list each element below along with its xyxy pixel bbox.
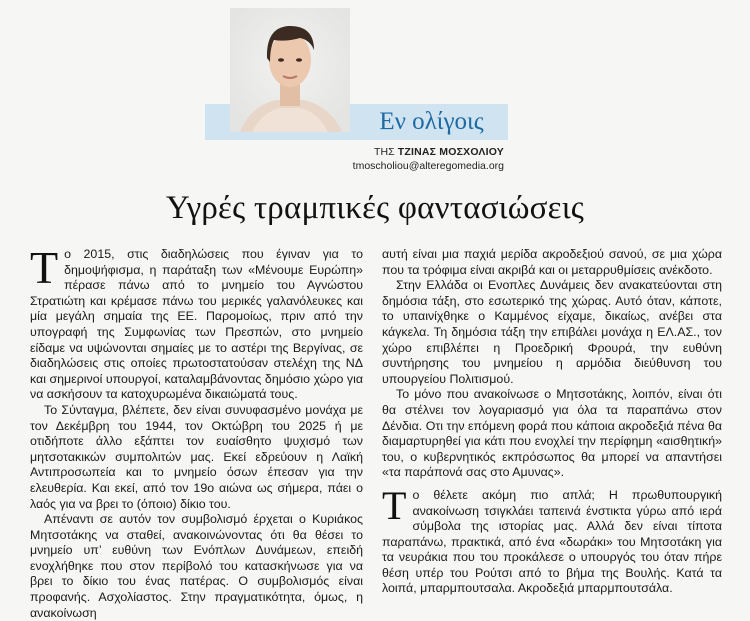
paragraph: Το Σύνταγμα, βλέπετε, δεν είναι συνυφασμένο μονάχα με τον Δεκέμβρη του 1944, τον Οκτώβρη του 2025 ή με οτιδήποτε άλλο εξάπτει τον ευαίσθητο ψυχισμό των μητσοτακικών συμπολιτών μας. Εκεί εδρεύουν η Λαϊκή Αντιπροσωπεία και το μνημείο όσων έπεσαν για την ελευθερία. Και εκεί, από τον 19ο αιώνα ως σήμερα, πάει ο λαός για να βρει το (όποιο) δίκιο του. — [30, 402, 363, 511]
article-column-left — [30, 242, 363, 621]
paragraph: Το μόνο που ανακοίνωσε ο Μητσοτάκης, λοιπόν, είναι ότι θα στέλνει τον λογαριασμό για όλα τα παραπάνω στον Δένδια. Οτι την επόμενη φορά που κάποια ακροδεξιά πένα θα διαμαρτυρηθεί για κάτι που ενοχλεί την περίφημη «αισθητική» του, ο κυβερνητικός εκπρόσωπος θα μπορεί να απαντήσει «τα παράπονά σας στο Αμυνας». — [382, 387, 722, 480]
paragraph — [382, 482, 722, 597]
column-title: Εν ολίγοις — [379, 108, 484, 135]
author-email: tmoscholiou@alteregomedia.org — [352, 160, 504, 172]
author-name: ΤΖΙΝΑΣ ΜΟΣΧΟΛΙΟΥ — [397, 146, 504, 158]
drop-cap: Τ — [30, 242, 59, 293]
author-photo — [230, 8, 350, 132]
article-column-right — [382, 247, 722, 597]
byline-prefix: ΤΗΣ — [373, 146, 395, 158]
paragraph: αυτή είναι μια παχιά μερίδα ακροδεξιού σανού, σε μια χώρα που τα τρόφιμα είναι ακριβά και οι μεταρρυθμίσεις ανέκδοτο. — [382, 247, 722, 277]
author-byline — [374, 146, 504, 158]
paragraph — [30, 242, 363, 403]
paragraph: Στην Ελλάδα οι Ενοπλες Δυνάμεις δεν ανακατεύονται στη δημόσια τάξη, στο εσωτερικό της χώρας. Αυτό όταν, κάποτε, το υπαινίχθηκε ο Καμμένος είχαμε, δικαίως, ανέβει στα κάγκελα. Τη δημόσια τάξη την επιβάλει μονάχα η ΕΛ.ΑΣ., τον χώρο επιβλέπει η Προεδρική Φρουρά, την ευθύνη συντήρησης του μνημείου η αρμόδια διεύθυνση του υπουργείου Πολιτισμού. — [382, 278, 722, 386]
paragraph-text: ο 2015, στις διαδηλώσεις που έγιναν για το δημοψήφισμα, η παράταξη των «Μένουμε Ευρώπη» πέρασε πάνω από το μνημείο του Αγνώστου Στρατιώτη και κρέμασε πάνω του μερικές γαλανόλευκες και μία μεγάλη σημαία της ΕΕ. Παρομοίως, πριν από την υπογραφή της Συμφωνίας των Πρεσπών, στο μνημείο είδαμε να υψώνονται σημαίες με το αστέρι της Βεργίνας, σε διαδηλώσεις στις οποίες πρωτοστατούσαν στελέχη της ΝΔ και σημερινοί υπουργοί, καταλαμβάνοντας δημόσιο χώρο για να ασκήσουν τα κατοχυρωμένα δικαιώματά τους. — [30, 247, 363, 402]
paragraph: Απέναντι σε αυτόν τον συμβολισμό έρχεται ο Κυριάκος Μητσοτάκης να σταθεί, ανακοινώνοντας ότι θα θέσει το μνημείο υπ’ ευθύνη των Ενόπλων Δυνάμεων, επειδή ενοχλήθηκε που στον περίβολό του κατασκήνωσε για να βρει το δίκιο του ένας πατέρας. Ο συμβολισμός είναι προφανής. Ασχολίαστος. Στην πραγματικότητα, όμως, η ανακοίνωση — [30, 512, 363, 620]
drop-cap: Τ — [382, 482, 407, 528]
paragraph-text: ο θέλετε ακόμη πιο απλά; Η πρωθυπουργική ανακοίνωση τσιγκλάει ταπεινά ένστικτα γύρω από ιερά σύμβολα της ιστορίας μας. Αλλά δεν είναι τίποτα παραπάνω, πρακτικά, από ένα «δωράκι» του Μητσοτάκη για τα νευράκια που του προκάλεσε ο υπουργός του όταν πήρε θέση υπέρ του Ρούτσι από το βήμα της Βουλής. Κατά τα λοιπά, μπαρμπουτσαλα. Ακροδεξιά μπαρμπουτσάλα. — [382, 487, 722, 596]
article-headline: Υγρές τραμπικές φαντασιώσεις — [165, 190, 585, 226]
